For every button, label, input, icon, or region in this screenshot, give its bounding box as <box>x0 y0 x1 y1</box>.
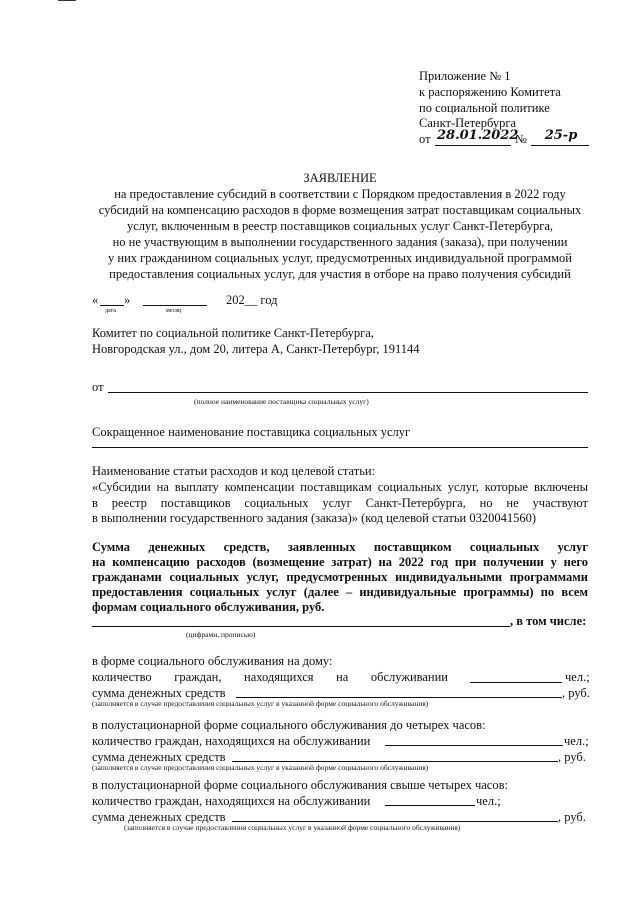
from-label: от <box>92 380 104 394</box>
appendix-number-handwritten: 25-р <box>544 128 578 143</box>
sum-line-4: предоставления социальных услуг (далее – индивидуальные программы) по всем <box>92 585 588 599</box>
date-day-caption: дата <box>105 308 116 314</box>
committee-line-2: Новгородская ул., дом 20, литера А, Санкт-Петербург, 191144 <box>92 342 420 356</box>
sum-line-1: Сумма денежных средств, заявленных поставщиком социальных услуг <box>92 540 588 554</box>
provider-full-name-line[interactable] <box>108 392 588 393</box>
date-close-quote: » <box>124 293 131 307</box>
date-open-quote: « <box>92 293 99 307</box>
home-form-heading: в форме социального обслуживания на дому: <box>92 654 333 668</box>
sum-total-line[interactable] <box>92 626 510 627</box>
subtitle-line-1: на предоставление субсидий в соответствии с Порядком предоставления в 2022 году <box>114 187 566 201</box>
semi-long-count-label: количество граждан, находящихся на обслуживании <box>92 794 371 808</box>
semi-long-note: (заполняется в случае предоставления социальных услуг в указанной форме социального обслуживания) <box>124 823 461 832</box>
semi-long-heading: в полустационарной форме социального обслуживания свыше четырех часов: <box>92 778 508 792</box>
date-year: 202__ год <box>226 293 278 307</box>
expense-line-3: в реестр поставщиков социальных услуг Санкт-Петербурга, но не участвуют <box>92 496 588 510</box>
semi-short-note: (заполняется в случае предоставления социальных услуг в указанной форме социального обслуживания) <box>92 763 429 772</box>
sum-line-5: формам социального обслуживания, руб. <box>92 600 325 614</box>
expense-line-2: «Субсидии на выплату компенсации поставщикам социальных услуг, которые включены <box>92 480 588 494</box>
sum-total-caption: (цифрами, прописью) <box>186 630 256 639</box>
semi-long-sum-label: сумма денежных средств <box>92 810 226 824</box>
sum-line-2: на компенсацию расходов (возмещение затрат) на 2022 год при получении у него <box>92 555 588 569</box>
appendix-from-label: от <box>419 132 431 146</box>
semi-short-sum-line[interactable] <box>232 761 558 762</box>
home-form-sum-line[interactable] <box>236 697 562 698</box>
home-form-count-label: количество граждан, находящихся на обслуживании <box>92 670 448 684</box>
subtitle-line-5: у них гражданином социальных услуг, предусмотренных индивидуальной программой <box>108 251 572 265</box>
semi-long-sum-unit: , руб. <box>558 810 586 824</box>
appendix-line-2: к распоряжению Комитета <box>419 85 561 99</box>
expense-line-4: в выполнении государственного задания (заказа)» (код целевой статьи 0320041560) <box>92 511 537 525</box>
home-form-count-unit: чел.; <box>565 670 590 684</box>
short-name-label: Сокращенное наименование поставщика социальных услуг <box>92 425 411 439</box>
appendix-number-label: № <box>515 132 527 146</box>
sum-in-total-label: , в том числе: <box>510 614 587 628</box>
subtitle-line-4: но не участвующим в выполнении государственного задания (заказа), при получении <box>112 235 568 249</box>
short-name-line[interactable] <box>92 447 588 448</box>
document-title: ЗАЯВЛЕНИЕ <box>303 171 377 185</box>
date-month-line[interactable] <box>143 305 207 306</box>
committee-line-1: Комитет по социальной политике Санкт-Петербурга, <box>92 326 374 340</box>
sum-line-3: гражданами социальных услуг, предусмотренных индивидуальными программами <box>92 570 588 584</box>
date-month-caption: месяц <box>166 308 182 314</box>
semi-short-count-line[interactable] <box>385 745 563 746</box>
appendix-line-1: Приложение № 1 <box>419 69 511 83</box>
subtitle-line-2: субсидий на компенсацию расходов в форме возмещения затрат поставщикам социальных <box>98 203 582 217</box>
date-day-line[interactable] <box>100 305 124 306</box>
home-form-sum-unit: , руб. <box>562 686 590 700</box>
provider-full-name-caption: (полное наименование поставщика социальных услуг) <box>194 397 369 406</box>
semi-short-count-unit: чел.; <box>564 734 589 748</box>
appendix-date-handwritten: 28.01.2022 <box>437 128 519 143</box>
semi-short-sum-label: сумма денежных средств <box>92 750 226 764</box>
semi-short-sum-unit: , руб. <box>558 750 586 764</box>
semi-long-count-line[interactable] <box>385 805 475 806</box>
subtitle-line-3: услуг, включенным в реестр поставщиков социальных услуг Санкт-Петербурга, <box>127 219 553 233</box>
appendix-line-4: Санкт-Петербурга <box>419 116 517 130</box>
appendix-number-underline <box>531 145 589 146</box>
home-form-note: (заполняется в случае предоставления социальных услуг в указанной форме социального обслуживания) <box>92 699 429 708</box>
appendix-line-3: по социальной политике <box>419 101 550 115</box>
semi-short-heading: в полустационарной форме социального обслуживания до четырех часов: <box>92 718 486 732</box>
semi-long-count-unit: чел.; <box>476 794 501 808</box>
semi-short-count-label: количество граждан, находящихся на обслуживании <box>92 734 371 748</box>
scan-mark <box>58 0 76 1</box>
home-form-sum-label: сумма денежных средств <box>92 686 226 700</box>
semi-long-sum-line[interactable] <box>232 821 558 822</box>
home-form-count-line[interactable] <box>470 682 562 683</box>
subtitle-line-6: предоставления социальных услуг, для участия в отборе на право получения субсидий <box>109 267 571 281</box>
appendix-date-underline <box>435 145 511 146</box>
expense-line-1: Наименование статьи расходов и код целевой статьи: <box>92 464 376 478</box>
